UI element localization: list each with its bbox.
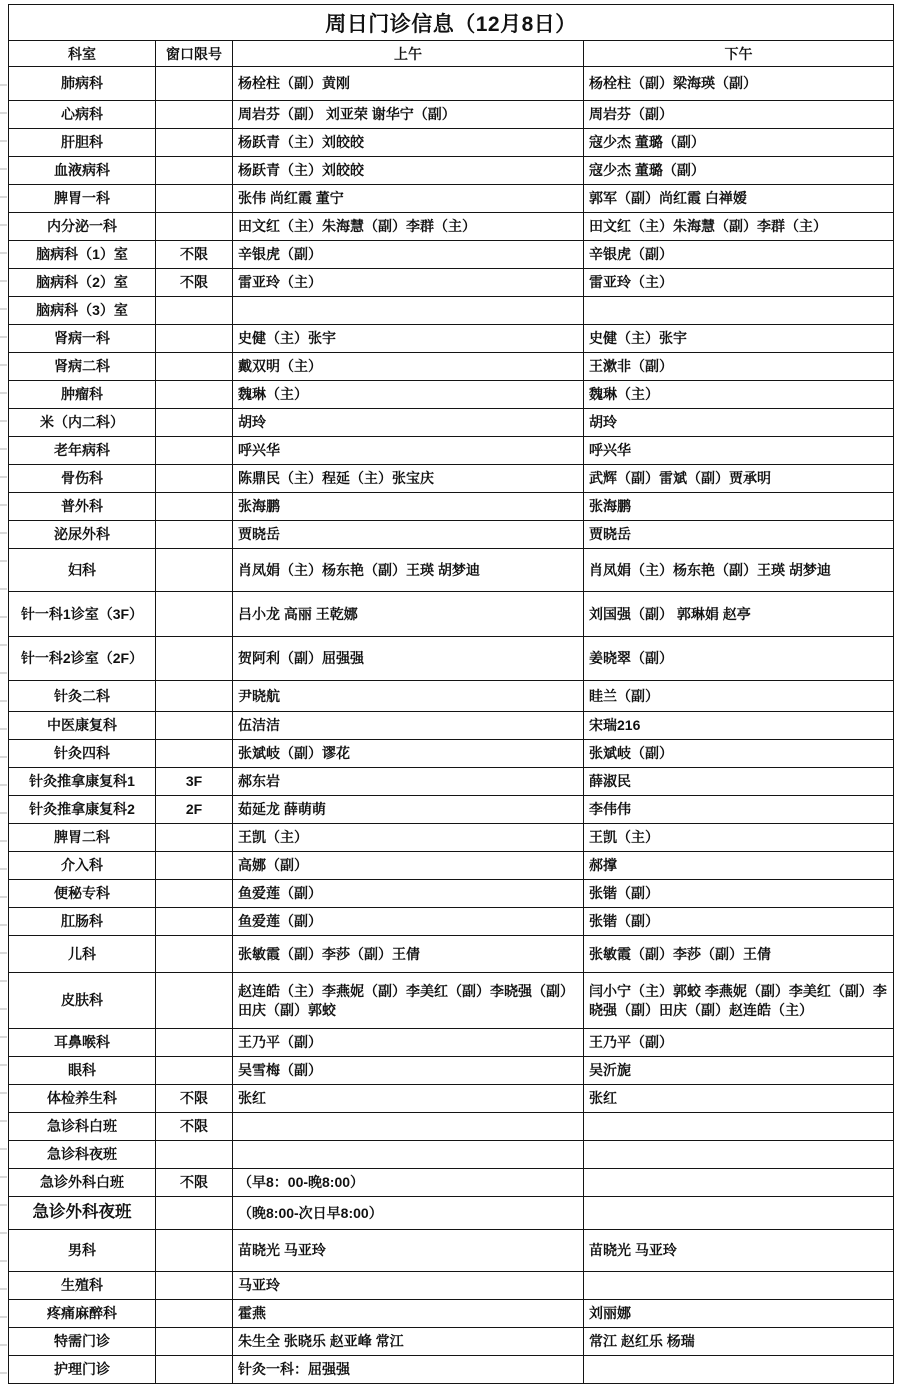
department-cell: 肾病二科 [9,353,156,381]
afternoon-staff-cell: 贾晓岳 [584,521,894,549]
table-row [9,353,894,381]
afternoon-staff-cell: 寇少杰 董璐（副） [584,157,894,185]
window-limit-cell: 不限 [156,1113,233,1141]
table-row [9,101,894,129]
morning-staff-cell: 马亚玲 [233,1272,584,1300]
window-limit-cell [156,1272,233,1300]
afternoon-staff-cell: 郭军（副）尚红霞 白禅嫒 [584,185,894,213]
afternoon-staff-cell: 田文红（主）朱海慧（副）李群（主） [584,213,894,241]
window-limit-cell [156,465,233,493]
afternoon-staff-cell: 姜晓翠（副） [584,637,894,681]
morning-staff-cell: 杨跃青（主）刘皎皎 [233,129,584,157]
morning-staff-cell: （晚8:00-次日早8:00） [233,1197,584,1230]
window-limit-cell [156,824,233,852]
table-row [9,1057,894,1085]
morning-staff-cell: 戴双明（主） [233,353,584,381]
table-row [9,465,894,493]
window-limit-cell [156,1300,233,1328]
afternoon-staff-cell [584,1141,894,1169]
table-row [9,1230,894,1272]
department-cell: 骨伤科 [9,465,156,493]
afternoon-staff-cell: 肖凤娟（主）杨东艳（副）王瑛 胡梦迪 [584,549,894,592]
afternoon-staff-cell: 李伟伟 [584,796,894,824]
table-row [9,185,894,213]
department-cell: 体检养生科 [9,1085,156,1113]
department-cell: 针一科1诊室（3F） [9,592,156,637]
table-row [9,852,894,880]
department-cell: 肿瘤科 [9,381,156,409]
table-row [9,213,894,241]
window-limit-cell [156,1141,233,1169]
afternoon-staff-cell: 闫小宁（主）郭蛟 李燕妮（副）李美红（副）李晓强（副）田庆（副）赵连皓（主） [584,973,894,1029]
table-row [9,1272,894,1300]
column-header-window-limit: 窗口限号 [156,41,233,67]
morning-staff-cell: 陈鼎民（主）程延（主）张宝庆 [233,465,584,493]
department-cell: 血液病科 [9,157,156,185]
window-limit-cell [156,129,233,157]
afternoon-staff-cell: 张敏霞（副）李莎（副）王倩 [584,936,894,973]
afternoon-staff-cell: 张锴（副） [584,908,894,936]
morning-staff-cell: 苗晓光 马亚玲 [233,1230,584,1272]
afternoon-staff-cell: 雷亚玲（主） [584,269,894,297]
afternoon-staff-cell: 呼兴华 [584,437,894,465]
department-cell: 儿科 [9,936,156,973]
table-row [9,437,894,465]
table-row [9,880,894,908]
morning-staff-cell: 杨跃青（主）刘皎皎 [233,157,584,185]
table-row [9,1113,894,1141]
afternoon-staff-cell: 武辉（副）雷斌（副）贾承明 [584,465,894,493]
department-cell: 肾病一科 [9,325,156,353]
table-row [9,796,894,824]
window-limit-cell [156,973,233,1029]
department-cell: 脑病科（2）室 [9,269,156,297]
afternoon-staff-cell: 常江 赵红乐 杨瑞 [584,1328,894,1356]
window-limit-cell [156,67,233,101]
afternoon-staff-cell: 刘丽娜 [584,1300,894,1328]
afternoon-staff-cell: 胡玲 [584,409,894,437]
window-limit-cell [156,936,233,973]
window-limit-cell: 不限 [156,241,233,269]
table-row [9,381,894,409]
window-limit-cell: 3F [156,768,233,796]
afternoon-staff-cell: 王凯（主） [584,824,894,852]
table-row [9,521,894,549]
department-cell: 针灸推拿康复科2 [9,796,156,824]
table-row [9,681,894,712]
department-cell: 便秘专科 [9,880,156,908]
morning-staff-cell: 赵连皓（主）李燕妮（副）李美红（副）李晓强（副）田庆（副）郭蛟 [233,973,584,1029]
afternoon-staff-cell: 眭兰（副） [584,681,894,712]
morning-staff-cell: 吴雪梅（副） [233,1057,584,1085]
column-header-afternoon: 下午 [584,41,894,67]
window-limit-cell [156,353,233,381]
afternoon-staff-cell: 魏琳（主） [584,381,894,409]
window-limit-cell [156,325,233,353]
morning-staff-cell: 杨栓柱（副）黄刚 [233,67,584,101]
department-cell: 急诊外科夜班 [9,1197,156,1230]
afternoon-staff-cell [584,1113,894,1141]
window-limit-cell [156,1197,233,1230]
morning-staff-cell: 王乃平（副） [233,1029,584,1057]
morning-staff-cell: 张斌岐（副）谬花 [233,740,584,768]
morning-staff-cell: 茹延龙 薛萌萌 [233,796,584,824]
window-limit-cell [156,409,233,437]
morning-staff-cell: 王凯（主） [233,824,584,852]
morning-staff-cell: 张敏霞（副）李莎（副）王倩 [233,936,584,973]
morning-staff-cell: 雷亚玲（主） [233,269,584,297]
afternoon-staff-cell: 杨栓柱（副）梁海瑛（副） [584,67,894,101]
window-limit-cell [156,297,233,325]
window-limit-cell: 2F [156,796,233,824]
department-cell: 老年病科 [9,437,156,465]
morning-staff-cell: 尹晓航 [233,681,584,712]
morning-staff-cell: 贾晓岳 [233,521,584,549]
window-limit-cell [156,592,233,637]
table-row [9,712,894,740]
window-limit-cell [156,852,233,880]
table-row [9,129,894,157]
department-cell: 肺病科 [9,67,156,101]
table-row [9,1328,894,1356]
morning-staff-cell: 高娜（副） [233,852,584,880]
morning-staff-cell [233,1141,584,1169]
department-cell: 急诊科白班 [9,1113,156,1141]
afternoon-staff-cell: 张海鹏 [584,493,894,521]
column-header-morning: 上午 [233,41,584,67]
morning-staff-cell: 呼兴华 [233,437,584,465]
table-row [9,1300,894,1328]
window-limit-cell [156,157,233,185]
window-limit-cell [156,1057,233,1085]
window-limit-cell [156,908,233,936]
window-limit-cell [156,437,233,465]
department-cell: 米（内二科） [9,409,156,437]
department-cell: 普外科 [9,493,156,521]
table-row [9,1085,894,1113]
department-cell: 针灸四科 [9,740,156,768]
department-cell: 泌尿外科 [9,521,156,549]
table-row [9,824,894,852]
page-title: 周日门诊信息（12月8日） [9,5,894,41]
window-limit-cell [156,213,233,241]
photo-edge-artifact [0,58,7,1383]
department-cell: 肝胆科 [9,129,156,157]
department-cell: 针灸二科 [9,681,156,712]
table-row [9,549,894,592]
window-limit-cell [156,740,233,768]
afternoon-staff-cell: 吴沂旎 [584,1057,894,1085]
afternoon-staff-cell [584,1272,894,1300]
morning-staff-cell: 鱼爱莲（副） [233,908,584,936]
afternoon-staff-cell [584,297,894,325]
window-limit-cell [156,1356,233,1384]
morning-staff-cell: 张海鹏 [233,493,584,521]
department-cell: 生殖科 [9,1272,156,1300]
morning-staff-cell [233,297,584,325]
morning-staff-cell: 针灸一科：屈强强 [233,1356,584,1384]
department-cell: 中医康复科 [9,712,156,740]
morning-staff-cell: 鱼爱莲（副） [233,880,584,908]
morning-staff-cell: 肖凤娟（主）杨东艳（副）王瑛 胡梦迪 [233,549,584,592]
morning-staff-cell: 朱生全 张晓乐 赵亚峰 常江 [233,1328,584,1356]
morning-staff-cell: 贺阿利（副）屈强强 [233,637,584,681]
window-limit-cell: 不限 [156,1085,233,1113]
header-row [9,41,894,67]
table-row [9,637,894,681]
department-cell: 介入科 [9,852,156,880]
window-limit-cell [156,1230,233,1272]
table-row [9,241,894,269]
table-row [9,740,894,768]
department-cell: 眼科 [9,1057,156,1085]
morning-staff-cell: 张红 [233,1085,584,1113]
window-limit-cell [156,549,233,592]
table-row [9,269,894,297]
window-limit-cell: 不限 [156,1169,233,1197]
table-row [9,1356,894,1384]
afternoon-staff-cell [584,1169,894,1197]
afternoon-staff-cell: 张锴（副） [584,880,894,908]
table-row [9,768,894,796]
afternoon-staff-cell: 刘国强（副） 郭琳娟 赵亭 [584,592,894,637]
afternoon-staff-cell: 辛银虎（副） [584,241,894,269]
afternoon-staff-cell: 苗晓光 马亚玲 [584,1230,894,1272]
department-cell: 脑病科（3）室 [9,297,156,325]
schedule-body [9,67,894,1384]
department-cell: 脾胃一科 [9,185,156,213]
department-cell: 皮肤科 [9,973,156,1029]
window-limit-cell [156,1328,233,1356]
department-cell: 脑病科（1）室 [9,241,156,269]
morning-staff-cell: 张伟 尚红霞 董宁 [233,185,584,213]
window-limit-cell [156,681,233,712]
column-header-department: 科室 [9,41,156,67]
outpatient-schedule-table [8,4,894,1384]
table-row [9,1141,894,1169]
department-cell: 急诊外科白班 [9,1169,156,1197]
department-cell: 内分泌一科 [9,213,156,241]
morning-staff-cell: 胡玲 [233,409,584,437]
morning-staff-cell: 史健（主）张宇 [233,325,584,353]
table-row [9,973,894,1029]
afternoon-staff-cell: 寇少杰 董璐（副） [584,129,894,157]
afternoon-staff-cell: 周岩芬（副） [584,101,894,129]
department-cell: 护理门诊 [9,1356,156,1384]
table-row [9,325,894,353]
department-cell: 针一科2诊室（2F） [9,637,156,681]
window-limit-cell [156,101,233,129]
department-cell: 心病科 [9,101,156,129]
department-cell: 男科 [9,1230,156,1272]
table-row [9,936,894,973]
afternoon-staff-cell: 张斌岐（副） [584,740,894,768]
afternoon-staff-cell: 张红 [584,1085,894,1113]
afternoon-staff-cell [584,1197,894,1230]
table-row [9,67,894,101]
afternoon-staff-cell: 宋瑞216 [584,712,894,740]
window-limit-cell [156,637,233,681]
department-cell: 脾胃二科 [9,824,156,852]
afternoon-staff-cell [584,1356,894,1384]
department-cell: 针灸推拿康复科1 [9,768,156,796]
title-row [9,5,894,41]
table-row [9,908,894,936]
morning-staff-cell: 霍燕 [233,1300,584,1328]
department-cell: 疼痛麻醉科 [9,1300,156,1328]
table-row [9,1169,894,1197]
table-row [9,1029,894,1057]
afternoon-staff-cell: 王漱非（副） [584,353,894,381]
afternoon-staff-cell: 王乃平（副） [584,1029,894,1057]
table-row [9,493,894,521]
table-row [9,157,894,185]
table-row [9,592,894,637]
department-cell: 特需门诊 [9,1328,156,1356]
window-limit-cell [156,493,233,521]
morning-staff-cell: 田文红（主）朱海慧（副）李群（主） [233,213,584,241]
afternoon-staff-cell: 薛淑民 [584,768,894,796]
table-row [9,297,894,325]
morning-staff-cell: 吕小龙 高丽 王乾娜 [233,592,584,637]
morning-staff-cell: 周岩芬（副） 刘亚荣 谢华宁（副） [233,101,584,129]
window-limit-cell [156,1029,233,1057]
morning-staff-cell: 辛银虎（副） [233,241,584,269]
department-cell: 肛肠科 [9,908,156,936]
window-limit-cell [156,880,233,908]
table-row [9,409,894,437]
morning-staff-cell: 伍洁洁 [233,712,584,740]
table-row [9,1197,894,1230]
window-limit-cell [156,712,233,740]
window-limit-cell [156,381,233,409]
morning-staff-cell: （早8：00-晚8:00） [233,1169,584,1197]
window-limit-cell [156,185,233,213]
window-limit-cell: 不限 [156,269,233,297]
department-cell: 妇科 [9,549,156,592]
morning-staff-cell: 魏琳（主） [233,381,584,409]
morning-staff-cell [233,1113,584,1141]
afternoon-staff-cell: 史健（主）张宇 [584,325,894,353]
window-limit-cell [156,521,233,549]
department-cell: 急诊科夜班 [9,1141,156,1169]
department-cell: 耳鼻喉科 [9,1029,156,1057]
afternoon-staff-cell: 郝撑 [584,852,894,880]
morning-staff-cell: 郝东岩 [233,768,584,796]
